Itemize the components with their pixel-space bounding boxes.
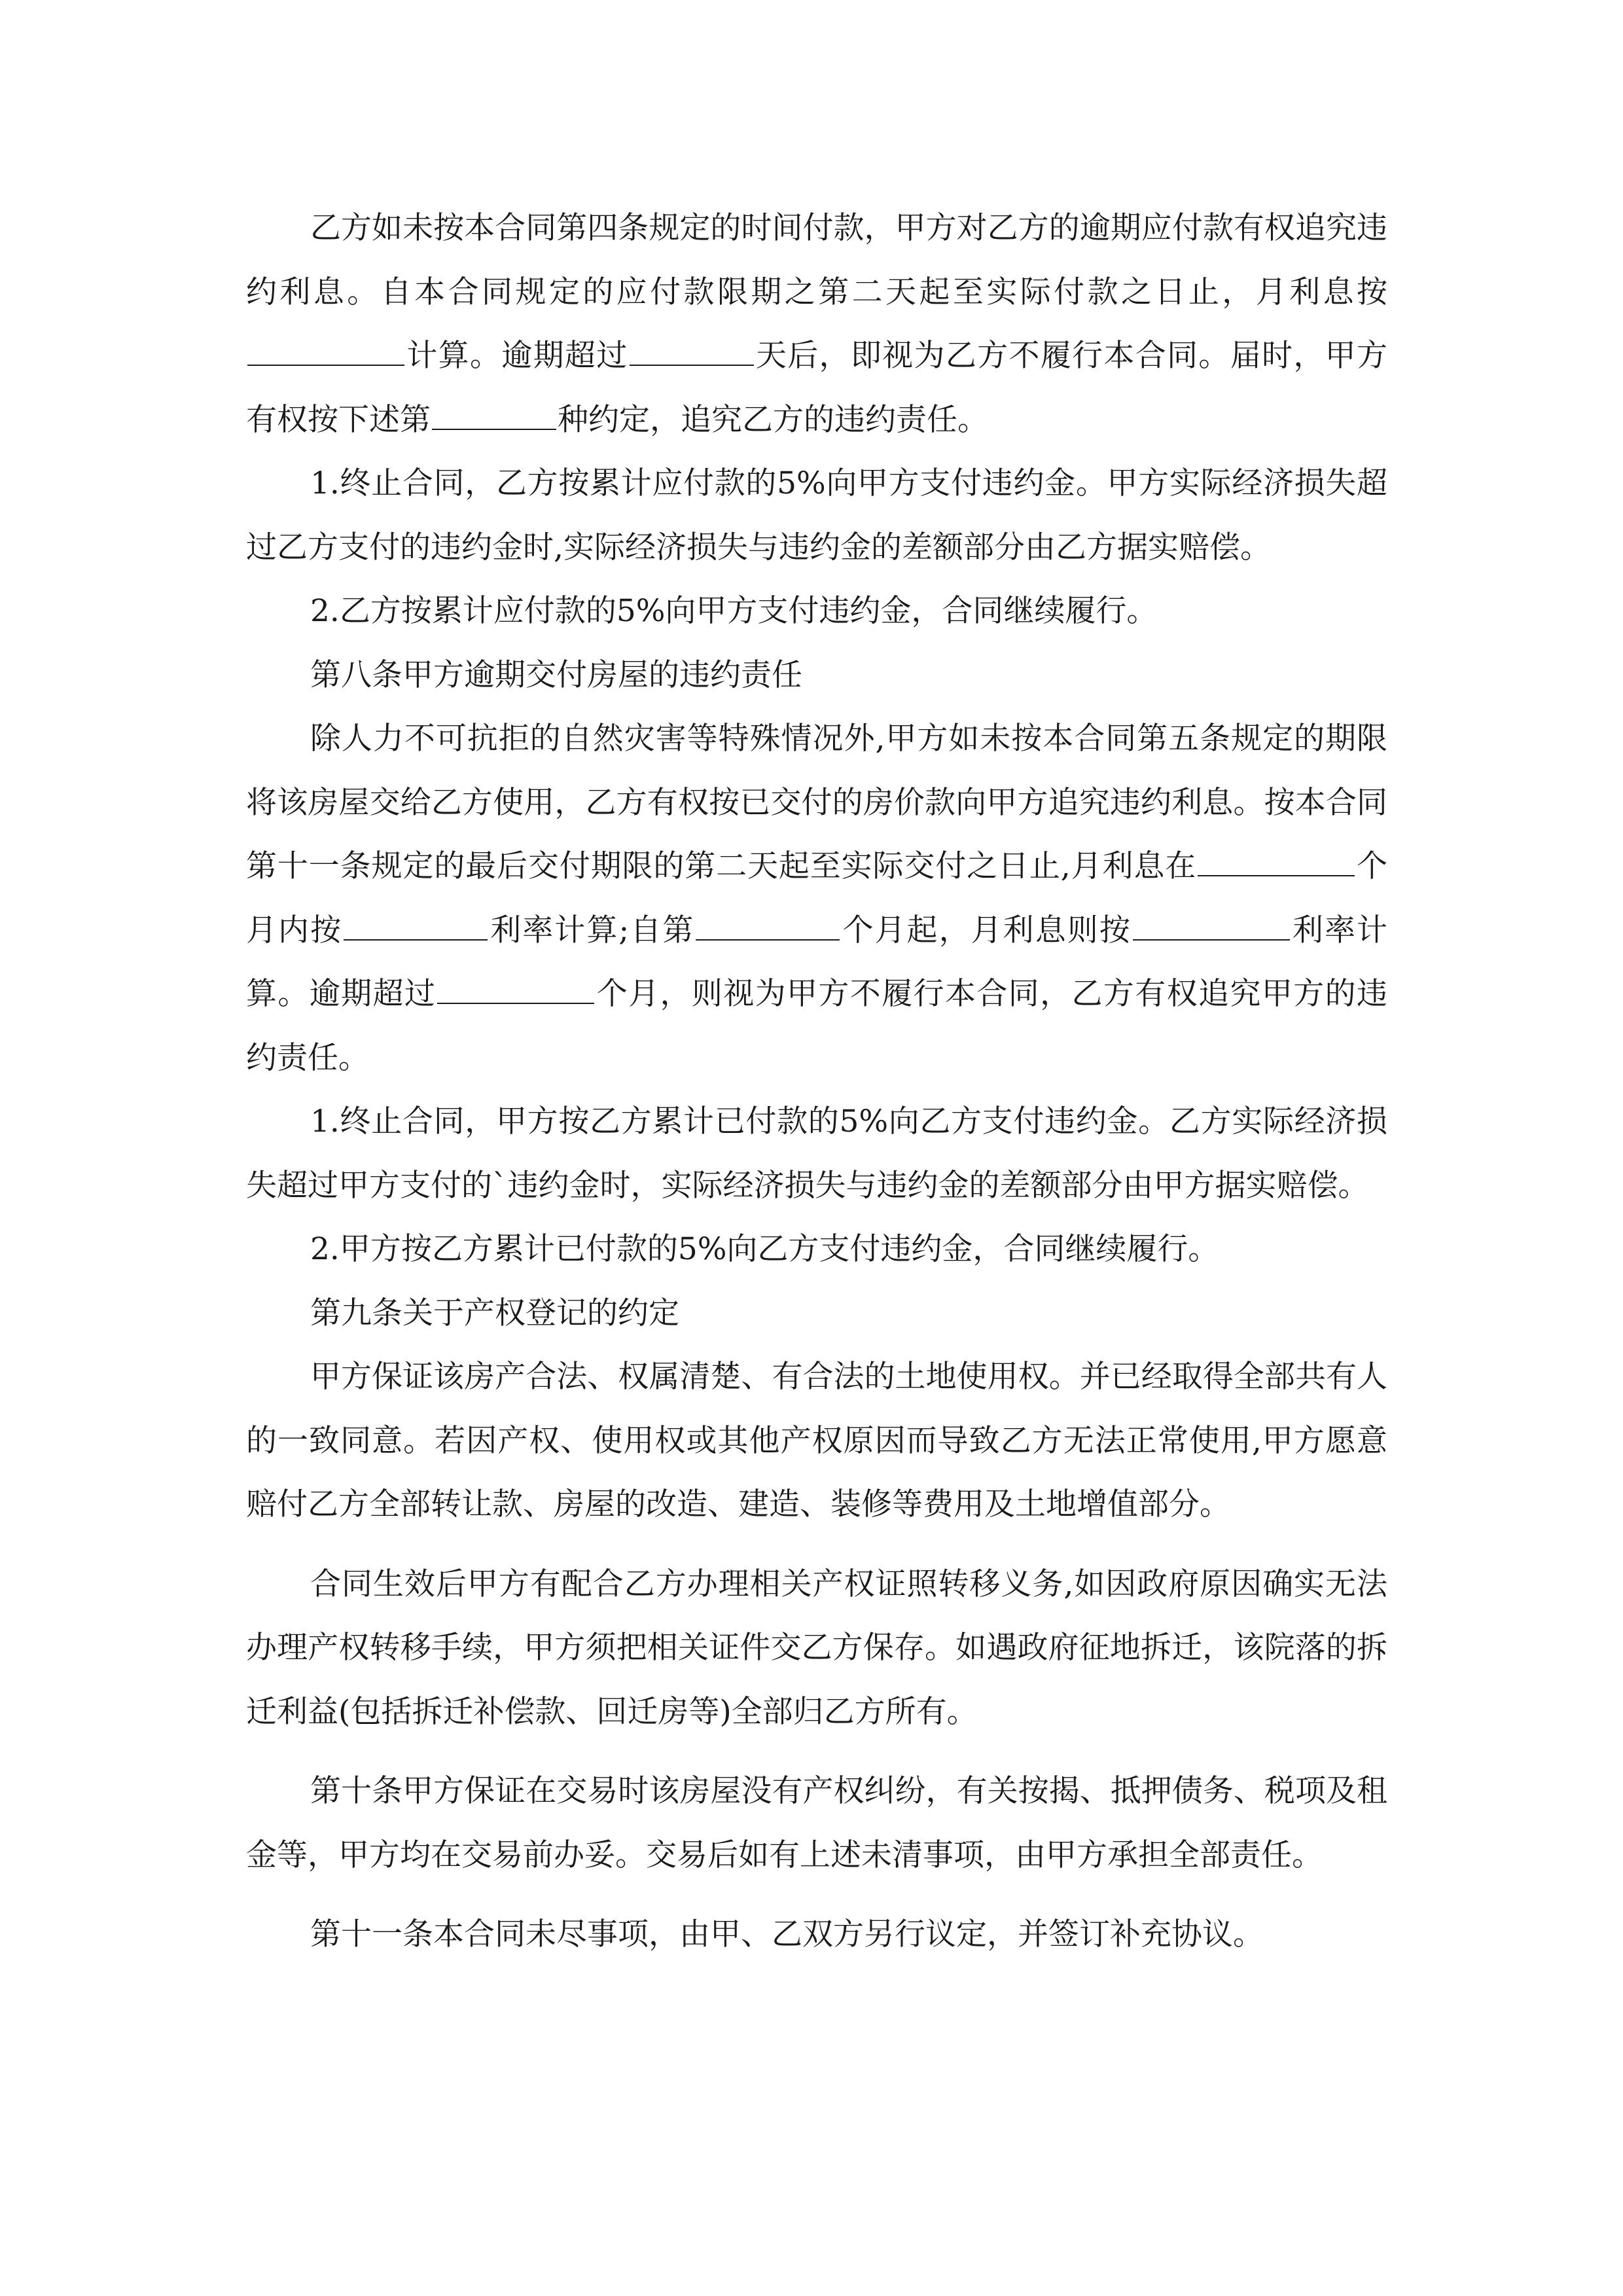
text-segment: 天后，即视为乙方不履行本合同。届时，甲方有权按下述第 <box>246 338 1388 438</box>
text-segment: 除人力不可抗拒的自然灾害等特殊情况外,甲方如未按本合同第五条规定的期限将该房屋交给乙方使用，乙方有权按已交付的房价款向甲方追究违约利息。按本合同第十一条规定的最后交付期限的第二天起至实际交付之日止,月利息在 <box>246 721 1387 884</box>
paragraph-transfer-obligation: 合同生效后甲方有配合乙方办理相关产权证照转移义务,如因政府原因确实无法办理产权转移手续，甲方须把相关证件交乙方保存。如遇政府征地拆迁，该院落的拆迁利益(包括拆迁补偿款、回迁房等)全部归乙方所有。 <box>246 1566 1387 1730</box>
text-segment: 个月内按 <box>246 848 1387 948</box>
paragraph-gap <box>246 1744 1387 1759</box>
article-11-paragraph: 第十一条本合同未尽事项，由甲、乙双方另行议定，并签订补充协议。 <box>310 1916 1264 1952</box>
text-segment: 利率计算;自第 <box>489 912 695 948</box>
text-segment: 个月起，月利息则按 <box>841 912 1132 948</box>
blank-field <box>437 970 594 1004</box>
paragraph-late-delivery <box>246 707 1387 1090</box>
paragraph-option-1-terminate: 1.终止合同，乙方按累计应付款的5%向甲方支付违约金。甲方实际经济损失超过乙方支付的违约金时,实际经济损失与违约金的差额部分由乙方据实赔偿。 <box>246 465 1387 565</box>
blank-field <box>1133 906 1290 941</box>
text-segment: 利率计算。逾期超过 <box>246 912 1388 1012</box>
blank-field <box>1198 842 1355 876</box>
article-9-heading: 第九条关于产权登记的约定 <box>310 1295 679 1331</box>
blank-field <box>630 332 754 366</box>
paragraph-gap <box>246 1887 1387 1903</box>
article-8-heading: 第八条甲方逾期交付房屋的违约责任 <box>310 656 802 693</box>
blank-field <box>247 332 404 366</box>
paragraph-option-2-continue-seller: 2.甲方按乙方累计已付款的5%向乙方支付违约金，合同继续履行。 <box>310 1231 1219 1267</box>
article-10-paragraph: 第十条甲方保证在交易时该房屋没有产权纠纷，有关按揭、抵押债务、税项及租金等，甲方均在交易前办妥。交易后如有上述未清事项，由甲方承担全部责任。 <box>246 1773 1387 1873</box>
paragraph-gap <box>246 1537 1387 1552</box>
paragraph-late-payment <box>246 196 1387 452</box>
paragraph-option-2-continue: 2.乙方按累计应付款的5%向甲方支付违约金，合同继续履行。 <box>310 593 1158 629</box>
paragraph-title-guarantee: 甲方保证该房产合法、权属清楚、有合法的土地使用权。并已经取得全部共有人的一致同意。若因产权、使用权或其他产权原因而导致乙方无法正常使用,甲方愿意赔付乙方全部转让款、房屋的改造、建造、装修等费用及土地增值部分。 <box>246 1359 1387 1522</box>
text-segment: 个月，则视为甲方不履行本合同，乙方有权追究甲方的违约责任。 <box>246 976 1388 1076</box>
text-segment: 乙方如未按本合同第四条规定的时间付款，甲方对乙方的逾期应付款有权追究违约利息。自本合同规定的应付款限期之第二天起至实际付款之日止，月利息按 <box>246 210 1387 310</box>
document-page <box>246 196 1387 1967</box>
blank-field <box>344 906 488 941</box>
text-segment: 计算。逾期超过 <box>406 338 628 374</box>
blank-field <box>432 396 556 430</box>
text-segment: 种约定，追究乙方的违约责任。 <box>558 401 988 438</box>
blank-field <box>696 906 840 941</box>
paragraph-option-1-terminate-seller: 1.终止合同，甲方按乙方累计已付款的5%向乙方支付违约金。乙方实际经济损失超过甲方支付的`违约金时，实际经济损失与违约金的差额部分由甲方据实赔偿。 <box>246 1103 1387 1204</box>
